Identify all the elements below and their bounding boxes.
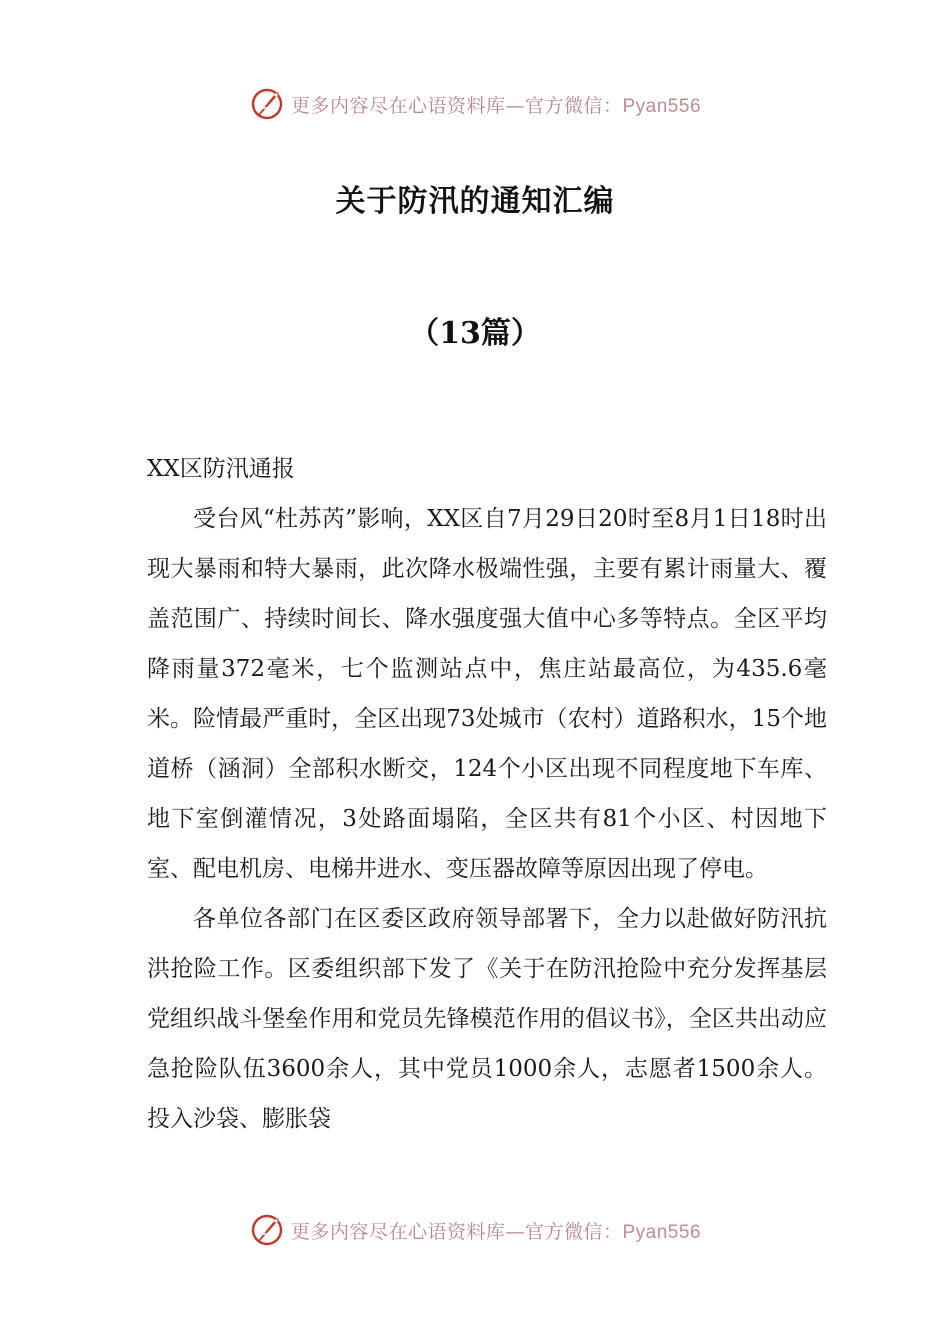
page-title: 关于防汛的通知汇编	[335, 184, 615, 219]
footer-watermark	[0, 1210, 950, 1250]
document-body	[147, 444, 827, 1144]
quill-logo-icon	[249, 86, 285, 122]
watermark-text	[291, 91, 701, 118]
watermark-wechat-label: 官方微信：	[524, 1220, 623, 1243]
section-heading: XX区防汛通报	[147, 456, 295, 482]
watermark-wechat-id: Pyan556	[622, 95, 702, 117]
quill-logo-icon	[249, 1212, 285, 1248]
header-watermark	[0, 84, 950, 124]
body-paragraph: 受台风“杜苏芮”影响，XX区自7月29日20时至8月1日18时出现大暴雨和特大暴雨，此次降水极端性强，主要有累计雨量大、覆盖范围广、持续时间长、降水强度强大值中心多等特点。全区平均降雨量372毫米，七个监测站点中，焦庄站最高位，为435.6毫米。险情最严重时，全区出现73处城市（农村）道路积水，15个地道桥（涵洞）全部积水断交，124个小区出现不同程度地下车库、地下室倒灌情况，3处路面塌陷，全区共有81个小区、村因地下室、配电机房、电梯井进水、变压器故障等原因出现了停电。	[147, 506, 827, 882]
watermark-dash: —	[505, 1220, 525, 1243]
watermark-text	[291, 1217, 701, 1244]
watermark-wechat-label: 官方微信：	[524, 94, 623, 117]
watermark-slogan: 更多内容尽在心语资料库	[290, 1220, 506, 1243]
body-paragraph: 各单位各部门在区委区政府领导部署下，全力以赴做好防汛抗洪抢险工作。区委组织部下发了《关于在防汛抢险中充分发挥基层党组织战斗堡垒作用和党员先锋模范作用的倡议书》，全区共出动应急抢险队伍3600余人，其中党员1000余人，志愿者1500余人。投入沙袋、膨胀袋	[147, 906, 827, 1132]
page-subtitle: （13篇）	[409, 316, 541, 351]
watermark-slogan: 更多内容尽在心语资料库	[290, 94, 506, 117]
watermark-dash: —	[505, 94, 525, 117]
watermark-wechat-id: Pyan556	[622, 1221, 702, 1243]
